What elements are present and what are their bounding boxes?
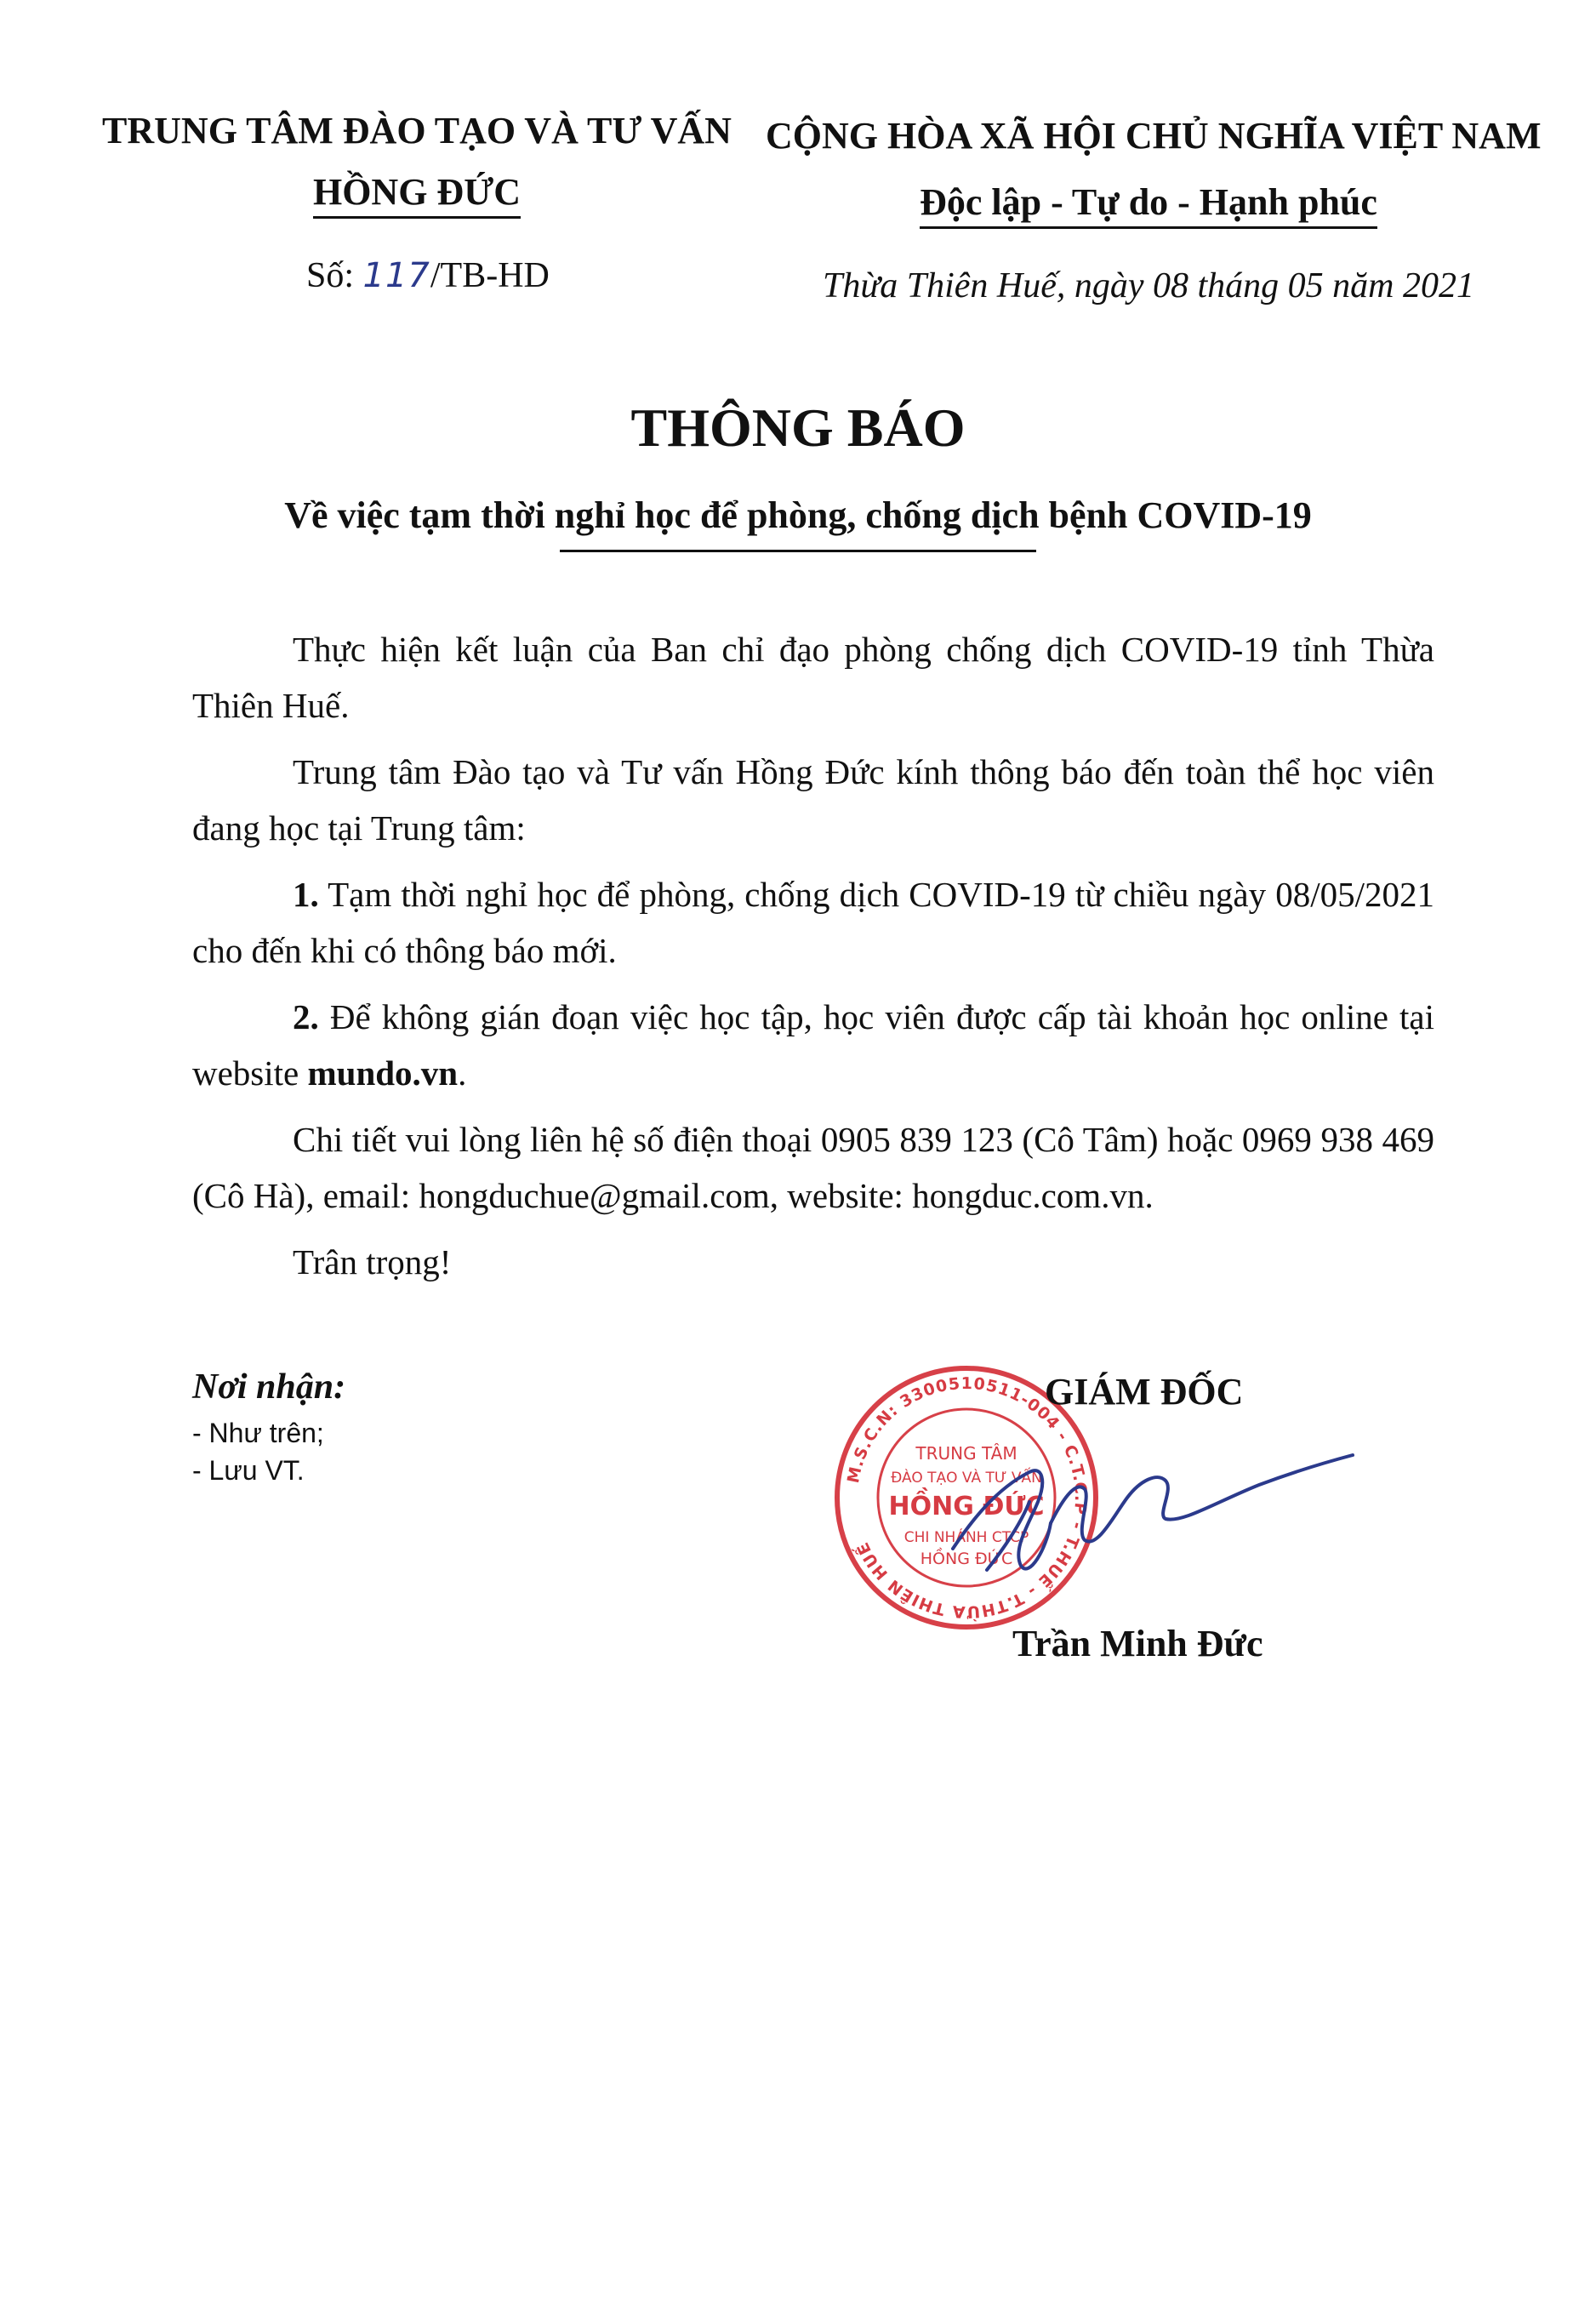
organization-name: TRUNG TÂM ĐÀO TẠO VÀ TƯ VẤN (102, 110, 732, 151)
svg-text:HỒNG ĐỨC: HỒNG ĐỨC (888, 1492, 1045, 1521)
recipient-item: - Lưu VT. (192, 1455, 305, 1486)
signature-title: GIÁM ĐỐC (1045, 1371, 1244, 1413)
paragraph-announcement: Trung tâm Đào tạo và Tư vấn Hồng Đức kính thông báo đến toàn thể học viên đang học tại Trung tâm: (192, 752, 1434, 848)
svg-text:M.S.C.N: 3300510511-004 - C.T.: M.S.C.N: 3300510511-004 - C.T.C.P - T.HUẾ - T.THỪA THIÊN HUẾ (843, 1373, 1091, 1622)
document-subtitle: Về việc tạm thời nghỉ học để phòng, chống dịch bệnh COVID-19 (284, 494, 1312, 536)
document-number: Số: 117/TB-HD (306, 256, 550, 295)
website-link: mundo.vn (307, 1053, 459, 1093)
organization-name-line2: HỒNG ĐỨC (102, 170, 732, 214)
svg-text:CHI NHÁNH CTCP: CHI NHÁNH CTCP (903, 1529, 1029, 1546)
subtitle-underline (560, 550, 1036, 552)
signer-name: Trần Minh Đức (1012, 1623, 1263, 1664)
handwritten-signature (902, 1421, 1361, 1583)
document-title: THÔNG BÁO (630, 397, 966, 458)
recipients-title: Nơi nhận: (192, 1367, 346, 1407)
national-motto: Độc lập - Tự do - Hạnh phúc (766, 180, 1531, 224)
document-date: Thừa Thiên Huế, ngày 08 tháng 05 năm 2021 (822, 266, 1475, 305)
recipient-item: - Như trên; (192, 1418, 324, 1448)
svg-text:ĐÀO TẠO VÀ TƯ VẤN: ĐÀO TẠO VÀ TƯ VẤN (891, 1470, 1042, 1487)
national-title: CỘNG HÒA XÃ HỘI CHỦ NGHĨA VIỆT NAM (766, 115, 1542, 157)
closing-text: Trân trọng! (293, 1242, 452, 1281)
paragraph-intro: Thực hiện kết luận của Ban chỉ đạo phòng chống dịch COVID-19 tỉnh Thừa Thiên Huế. (192, 630, 1434, 725)
svg-text:TRUNG TÂM: TRUNG TÂM (915, 1443, 1017, 1464)
list-item-2: 2. Để không gián đoạn việc học tập, học viên được cấp tài khoản học online tại website mundo.vn. (192, 997, 1434, 1093)
svg-text:HỒNG ĐỨC: HỒNG ĐỨC (920, 1550, 1013, 1568)
document-body (192, 621, 1434, 1300)
handwritten-number: 117 (362, 256, 430, 295)
list-item-1: 1. Tạm thời nghỉ học để phòng, chống dịch COVID-19 từ chiều ngày 08/05/2021 cho đến khi có thông báo mới. (192, 875, 1434, 970)
paragraph-contact: Chi tiết vui lòng liên hệ số điện thoại 0905 839 123 (Cô Tâm) hoặc 0969 938 469 (Cô Hà), email: hongduchue@gmail.com, website: hongduc.com.vn. (192, 1120, 1434, 1215)
